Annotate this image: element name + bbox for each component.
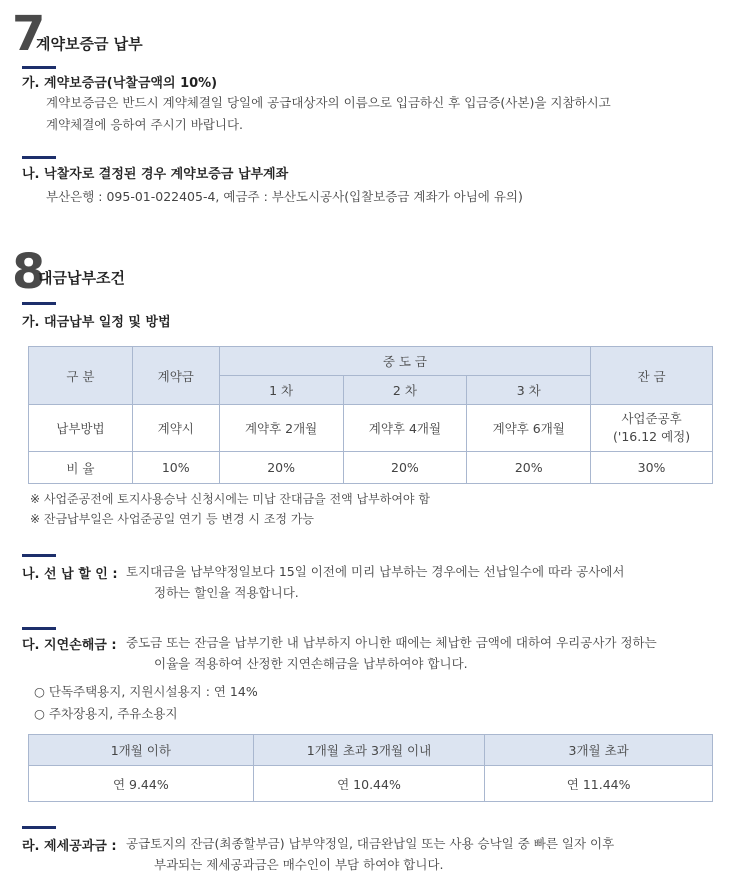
s7-a-title: 가. 계약보증금(낙찰금액의 10%) [22,76,218,91]
cell-line: 사업준공후 [621,411,682,426]
cell: 20% [343,452,467,484]
note-2: ※ 잔금납부일은 사업준공일 연기 등 변경 시 조정 가능 [30,512,315,526]
s8-c-item2: ○ 주차장용지, 주유소용지 [34,706,178,721]
header-installment-2: 2 차 [343,376,467,405]
header-gubun: 구 분 [29,347,133,405]
s8-c-label: 다. 지연손해금 : [22,638,117,653]
s8-b-line2: 정하는 할인율 적용합니다. [154,585,299,600]
late-fee-table [28,734,713,802]
header-over-3-months: 3개월 초과 [485,735,713,766]
header-balance: 잔 금 [591,347,713,405]
header-contract: 계약금 [132,347,219,405]
s7-b-line1: 부산은행 : 095-01-022405-4, 예금주 : 부산도시공사(입찰보증금 계좌가 아님에 유의) [46,189,523,204]
s7-a-line2: 계약체결에 응하여 주시기 바랍니다. [46,117,244,132]
cell-balance-timing [591,405,713,452]
note-1: ※ 사업준공전에 토지사용승낙 신청시에는 미납 잔대금을 전액 납부하여야 함 [30,492,430,506]
divider-bar [22,826,56,829]
cell: 연 9.44% [29,766,254,802]
s8-d-line2: 부과되는 제세공과금은 매수인이 부담 하여야 합니다. [154,857,444,872]
s8-c-line2: 이율을 적용하여 산정한 지연손해금을 납부하여야 합니다. [154,656,468,671]
section-7-title: 계약보증금 납부 [36,35,143,53]
header-under-1-month: 1개월 이하 [29,735,254,766]
cell: 계약후 6개월 [467,405,591,452]
s7-b-title: 나. 낙찰자로 결정된 경우 계약보증금 납부계좌 [22,167,289,182]
table-row [29,405,713,452]
divider-bar [22,554,56,557]
header-installment-3: 3 차 [467,376,591,405]
cell: 계약시 [132,405,219,452]
row-label-ratio: 비 율 [29,452,133,484]
cell: 10% [132,452,219,484]
header-installment-1: 1 차 [219,376,343,405]
cell-line: ('16.12 예정) [613,429,691,444]
s8-a-title: 가. 대금납부 일정 및 방법 [22,315,171,330]
payment-schedule-table [28,346,713,484]
section-8-title: 대금납부조건 [38,269,125,287]
s8-c-item1: ○ 단독주택용지, 지원시설용지 : 연 14% [34,684,258,699]
cell: 연 11.44% [485,766,713,802]
s8-b-label: 나. 선 납 할 인 : [22,567,118,582]
header-middle-payment: 중 도 금 [219,347,590,376]
row-label-method: 납부방법 [29,405,133,452]
divider-bar [22,66,56,69]
s8-d-line1: 공급토지의 잔금(최종할부금) 납부약정일, 대금완납일 또는 사용 승낙일 중 빠른 일자 이후 [126,836,615,851]
divider-bar [22,627,56,630]
table-row [29,766,713,802]
s7-a-line1: 계약보증금은 반드시 계약체결일 당일에 공급대상자의 이름으로 입금하신 후 입금증(사본)을 지참하시고 [46,95,611,110]
s8-b-line1: 토지대금을 납부약정일보다 15일 이전에 미리 납부하는 경우에는 선납일수에 따라 공사에서 [126,564,625,579]
cell: 연 10.44% [253,766,485,802]
cell: 20% [467,452,591,484]
s8-d-label: 라. 제세공과금 : [22,839,117,854]
cell: 30% [591,452,713,484]
s8-c-line1: 중도금 또는 잔금을 납부기한 내 납부하지 아니한 때에는 체납한 금액에 대하여 우리공사가 정하는 [126,635,657,650]
header-1-to-3-months: 1개월 초과 3개월 이내 [253,735,485,766]
section-8-number: 8 [12,244,44,300]
cell: 20% [219,452,343,484]
divider-bar [22,156,56,159]
cell: 계약후 2개월 [219,405,343,452]
divider-bar [22,302,56,305]
cell: 계약후 4개월 [343,405,467,452]
section-7-number: 7 [12,6,44,62]
table-row [29,452,713,484]
